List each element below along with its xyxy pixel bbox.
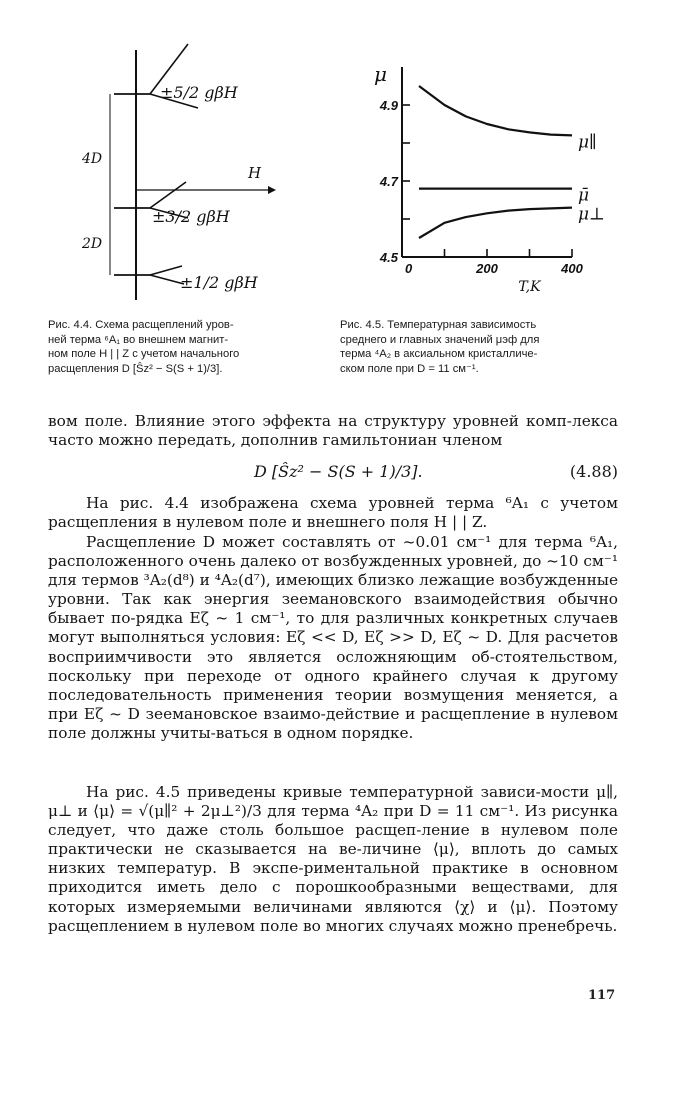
split-line-bot-1 — [150, 266, 182, 275]
level-label-bot: ±1/2 gβH — [180, 273, 258, 292]
equation-4-88 — [48, 462, 618, 486]
paragraph-1-text: вом поле. Влияние этого эффекта на структуру уровней комп-лекса часто можно передать, дополнив гамильтониан членом — [48, 412, 618, 450]
paragraph-2 — [48, 494, 618, 532]
figure-4-5-caption: Рис. 4.5. Температурная зависимость среднего и главных значений μэф для терма ⁴A₂ в аксиальном кристалличе- ском поле при D = 11 см⁻¹. — [340, 319, 540, 375]
chart-axes — [402, 67, 572, 257]
y-tick-label-2: 4.9 — [379, 98, 398, 113]
x-tick-label-1: 200 — [476, 261, 498, 276]
paragraph-2-text: На рис. 4.4 изображена схема уровней терма ⁶A₁ с учетом расщепления в нулевом поле и внешнего поля H | | Z. — [48, 494, 618, 532]
page-number: 117 — [588, 988, 616, 1003]
equation-number: (4.88) — [569, 462, 618, 481]
paragraph-1 — [48, 412, 618, 450]
x-tick-label-2: 400 — [561, 261, 583, 276]
x-axis-label: T,K — [518, 279, 541, 295]
figure-4-4-diagram — [60, 30, 300, 320]
series-mu-parallel-label: μ∥ — [578, 132, 597, 153]
split-line-mid-1 — [150, 182, 186, 208]
field-label-h: H — [248, 164, 262, 182]
y-tick-label-1: 4.7 — [379, 174, 398, 189]
paragraph-3-text: Расщепление D может составлять от ~0.01 см⁻¹ для терма ⁶A₁, расположенного очень далеко от возбужденных уровней, до ~10 см⁻¹ для термов ³A₂(d⁸) и ⁴A₂(d⁷), имеющих близко лежащие возбужденные уровни. Так как энергия зеемановского взаимодействия обычно бывает по-рядка Eζ ~ 1 см⁻¹, то для различных конкретных случаев могут выполняться условия: Eζ << D, Eζ >> D, Eζ ~ D. Для расчетов восприимчивости это является осложняющим об-стоятельством, поскольку при переходе от одного крайнего случая к другому последовательность применения теории возмущения меняется, а при Eζ ~ D зеемановское взаимо-действие и расщепление в нулевом поле должны учиты-ваться в одном порядке. — [48, 533, 618, 742]
level-label-top: ±5/2 gβH — [160, 83, 238, 102]
gap-label-2d: 2D — [82, 236, 103, 252]
series-mu-mean-label: μ̄ — [578, 185, 590, 206]
split-line-bot-2 — [150, 275, 184, 284]
x-tick-label-0: 0 — [405, 261, 413, 276]
field-arrow-head — [268, 186, 276, 194]
series-mu-perp-label: μ⊥ — [578, 204, 606, 225]
y-axis-label: μ — [374, 62, 387, 86]
figure-4-5-chart — [360, 55, 606, 315]
gap-label-4d: 4D — [82, 151, 103, 167]
chart-ticks — [379, 98, 584, 276]
paragraph-4-text: На рис. 4.5 приведены кривые температурной зависи-мости μ∥, μ⊥ и ⟨μ⟩ = √(μ∥² + 2μ⊥²)/3 для терма ⁴A₂ при D = 11 см⁻¹. Из рисунка следует, что даже столь большое расщеп-ление в нулевом поле практически не сказывается на ве-личине ⟨μ⟩, вплоть до самых низких температур. В экспе-риментальной практике в основном приходится иметь дело с порошкообразными веществами, для которых измеряемыми величинами являются ⟨χ⟩ и ⟨μ⟩. Поэтому расщеплением в нулевом поле во многих случаях можно пренебречь. — [48, 783, 618, 935]
series-mu-parallel — [419, 86, 572, 135]
level-label-mid: ±3/2 gβH — [152, 207, 230, 226]
equation-formula: D [Ŝz² − S(S + 1)/3]. — [254, 462, 423, 481]
paragraph-3 — [48, 533, 618, 743]
chart-series — [419, 86, 572, 238]
paragraph-4 — [48, 783, 618, 936]
series-mu-perp — [419, 208, 572, 238]
figure-4-4-caption: Рис. 4.4. Схема расщеплений уров- ней терма ⁶A₁ во внешнем магнит- ном поле H | | Z с учетом начального расщепления D [Ŝz² − S(S + 1)/3]. — [48, 319, 240, 375]
y-tick-label-0: 4.5 — [379, 250, 398, 265]
